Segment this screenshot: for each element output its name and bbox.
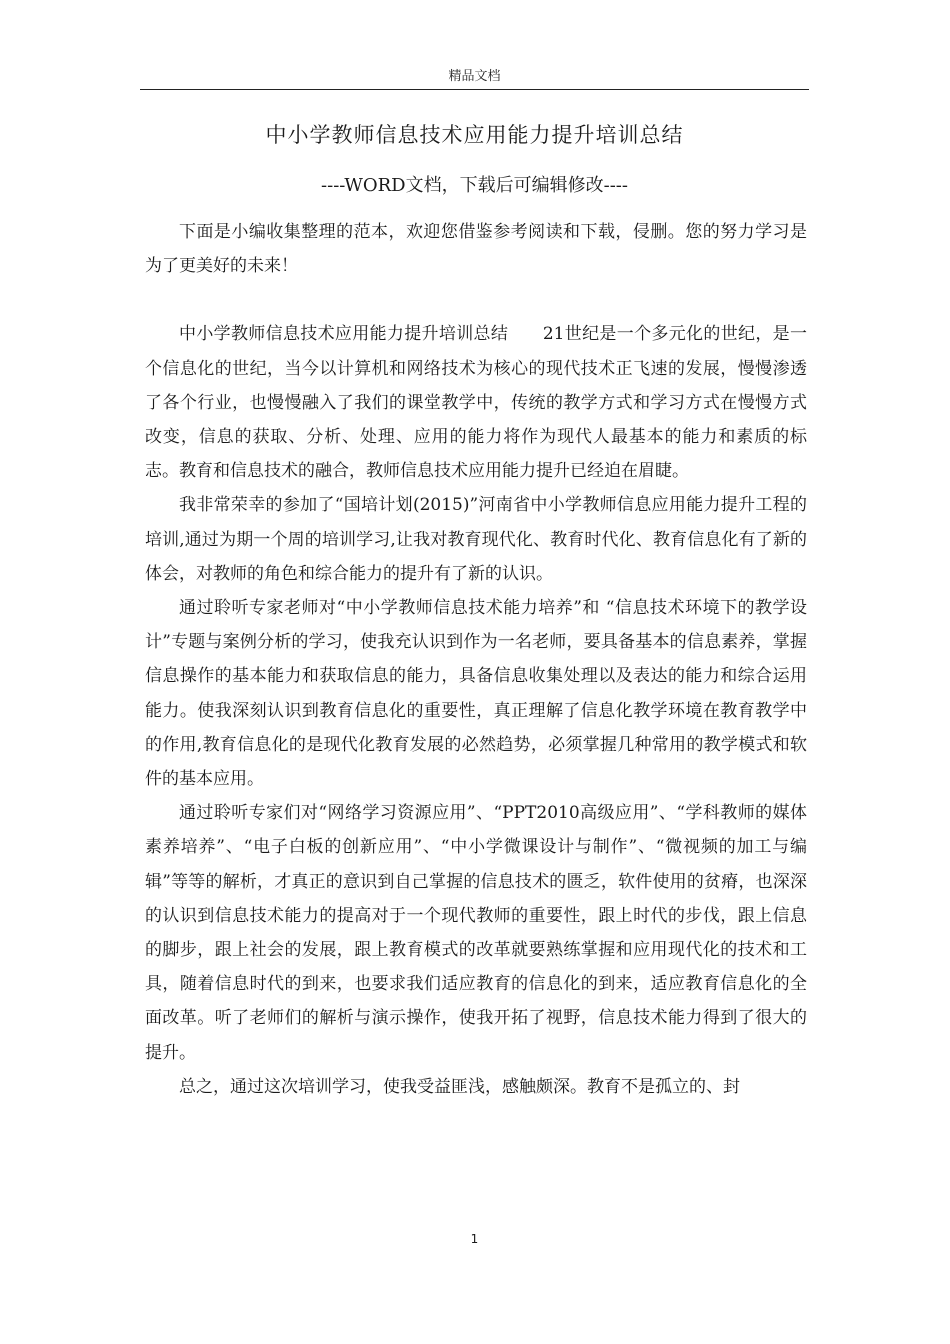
body-paragraph-2: 我非常荣幸的参加了“国培计划(2015)”河南省中小学教师信息应用能力提升工程的培训,通过为期一个周的培训学习,让我对教育现代化、教育时代化、教育信息化有了新的体会，对教师的角色和综合能力的提升有了新的认识。: [145, 495, 807, 584]
body-paragraph-4: 通过聆听专家们对“网络学习资源应用”、“PPT2010高级应用”、“学科教师的媒体素养培养”、“电子白板的创新应用”、“中小学微课设计与制作”、“微视频的加工与编辑”等等的解析，才真正的意识到自己掌握的信息技术的匮乏，软件使用的贫瘠，也深深的认识到信息技术能力的提高对于一个现代教师的重要性，跟上时代的步伐，跟上信息的脚步，跟上社会的发展，跟上教育模式的改革就要熟练掌握和应用现代化的技术和工具，随着信息时代的到来，也要求我们适应教育的信息化的到来，适应教育信息化的全面改革。听了老师们的解析与演示操作，使我开拓了视野，信息技术能力得到了很大的提升。: [145, 803, 807, 1063]
body-paragraph-5: 总之，通过这次培训学习，使我受益匪浅，感触颇深。教育不是孤立的、封: [179, 1076, 740, 1097]
document-body: [145, 215, 807, 1104]
document-title: 中小学教师信息技术应用能力提升培训总结: [265, 123, 684, 147]
intro-paragraph: 下面是小编收集整理的范本，欢迎您借鉴参考阅读和下载，侵删。您的努力学习是为了更美好的未来！: [145, 222, 807, 277]
body-paragraph-1: 中小学教师信息技术应用能力提升培训总结 21世纪是一个多元化的世纪，是一个信息化的世纪，当今以计算机和网络技术为核心的现代技术正飞速的发展，慢慢渗透了各个行业，也慢慢融入了我们的课堂教学中，传统的教学方式和学习方式在慢慢方式改变，信息的获取、分析、处理、应用的能力将作为现代人最基本的能力和素质的标志。教育和信息技术的融合，教师信息技术应用能力提升已经迫在眉睫。: [145, 324, 807, 482]
body-paragraph-3: 通过聆听专家老师对“中小学教师信息技术能力培养”和 “信息技术环境下的教学设计”专题与案例分析的学习，使我充认识到作为一名老师，要具备基本的信息素养，掌握信息操作的基本能力和获取信息的能力，具备信息收集处理以及表达的能力和综合运用能力。使我深刻认识到教育信息化的重要性，真正理解了信息化教学环境在教育教学中的作用,教育信息化的是现代化教育发展的必然趋势，必须掌握几种常用的教学模式和软件的基本应用。: [145, 598, 807, 790]
document-subtitle: ----WORD文档，下载后可编辑修改----: [321, 175, 628, 196]
page-header: 精品文档: [448, 69, 501, 84]
page-number: 1: [470, 1232, 479, 1246]
paragraph-spacer: [145, 283, 807, 317]
header-rule: [140, 89, 809, 90]
